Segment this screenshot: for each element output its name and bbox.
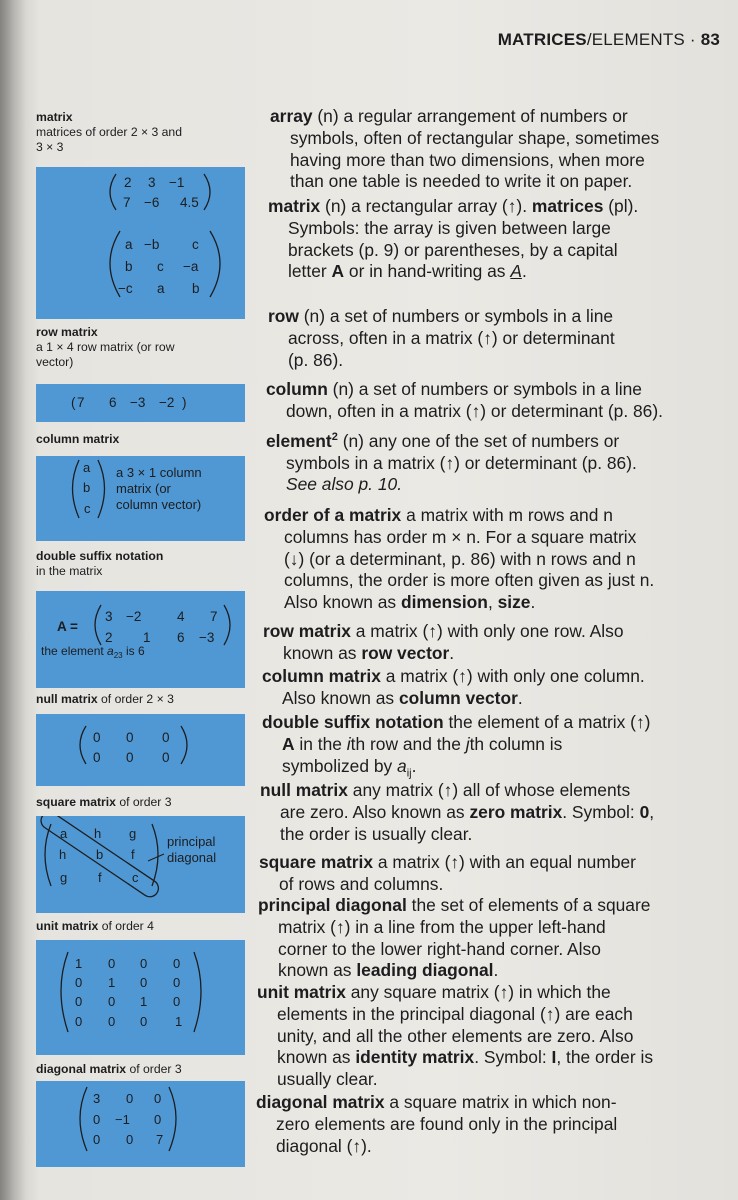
headword: null matrix [260,780,348,800]
unit-cell: 0 [108,956,116,971]
entry-line: columns, the order is more often given as just n. [284,570,655,591]
sq-cell: g [129,826,137,841]
ds-cell: 1 [143,630,151,645]
entry-double-suffix-notation [262,712,650,785]
entry-line: of rows and columns. [279,873,444,894]
col-note: matrix (or [116,481,171,496]
sq-cell: f [98,870,102,885]
entry-text: , [487,592,498,613]
running-head [498,30,720,50]
page-number: 83 [700,30,720,49]
bold-term: A [282,733,295,754]
entry-unit-matrix [257,982,653,1091]
svg-text:(: ( [71,395,76,410]
entry-text: in the [294,733,347,754]
unit-cell: 0 [75,994,83,1009]
col-cell: b [83,480,91,495]
diag-cell: 0 [154,1112,162,1127]
entry-text: i [346,733,351,754]
headword: row [268,306,299,326]
book-gutter [0,0,26,1200]
running-head-section: MATRICES [497,30,587,49]
entry-text: letter [288,261,332,282]
entry-line: (n) a set of numbers or symbols in a line [298,306,614,326]
caption-desc: of order 3 [126,1062,182,1076]
entry-line: (n) a regular arrangement of numbers or [312,106,628,126]
caption-double-suffix [36,549,163,579]
running-head-sub: /ELEMENTS [586,30,685,49]
col-cell: a [83,460,91,475]
headword: row matrix [263,621,351,641]
m2-cell: −b [144,237,160,252]
subscript: ij [406,767,412,780]
headword: array [270,106,313,126]
unit-cell: 0 [75,975,83,990]
entry-line: (p. 86). [288,349,344,370]
caption-term: column matrix [36,432,120,446]
caption-diagonal-matrix [36,1062,182,1077]
entry-text: . [411,755,417,776]
bold-term: I [551,1047,557,1068]
headword: unit matrix [257,982,346,1002]
entry-line: Symbols: the array is given between large [288,217,611,238]
entry-line: a square matrix in which non- [384,1092,617,1112]
entry-line: a matrix (↑) with only one row. Also [350,621,624,641]
ds-note: the element $a_{23}$ is 6 [41,644,145,660]
handwritten-a: A [510,261,522,282]
entry-line: down, often in a matrix (↑) or determinant (p. 86). [286,400,663,421]
entry-text: Also known as [282,687,399,708]
diag-cell: 0 [126,1091,134,1106]
entry-line: any square matrix (↑) in which the [345,982,611,1002]
matrix-label: A = [57,619,78,634]
unit-matrix-panel [36,940,245,1055]
sq-cell: c [132,870,139,885]
entry-text: symbolized by [282,755,398,776]
headword: square matrix [259,852,374,872]
m1-cell: 7 [123,195,131,210]
row-cell: 7 [77,395,85,410]
headword: element [266,430,332,451]
bold-term: row vector [361,642,450,663]
sq-cell: f [131,847,135,862]
entry-text: Also known as [284,592,401,613]
entry-line: the element of a matrix (↑) [443,712,651,732]
running-head-dot: · [684,30,701,49]
entry-square-matrix [259,852,636,896]
diag-cell: 0 [126,1132,134,1147]
entry-diagonal-matrix [256,1092,617,1157]
caption-term: double suffix notation [36,549,164,563]
headword: double suffix notation [262,712,444,732]
bold-term: matrices [531,196,604,216]
row-cell: 6 [109,395,117,410]
caption-desc: a 1 × 4 row matrix (or row [36,340,175,354]
entry-text: . [530,592,536,613]
entry-line: symbols, often of rectangular shape, sometimes [290,127,660,148]
col-cell: c [84,501,91,516]
null-matrix-illustration [36,714,245,786]
bold-term: 0 [639,801,650,822]
double-suffix-illustration [36,591,245,688]
caption-row-matrix [36,325,175,370]
caption-term: unit matrix [36,919,99,933]
entry-line: elements in the principal diagonal (↑) are each [277,1003,633,1024]
entry-row-matrix [263,621,624,665]
entry-text: known as [277,1047,356,1068]
diag-cell: 0 [154,1091,162,1106]
entry-text: known as [278,960,357,981]
diag-cell: 7 [156,1132,164,1147]
diagonal-matrix-illustration [36,1081,245,1167]
entry-text: known as [283,642,362,663]
ds-cell: 3 [105,609,113,624]
null-cell: 0 [162,730,170,745]
ds-cell: 4 [177,609,185,624]
caption-term: matrix [36,110,73,124]
null-cell: 0 [126,750,134,765]
m1-cell: −6 [144,195,160,210]
caption-square-matrix [36,795,172,810]
entry-text: . Symbol: [474,1047,552,1068]
entry-text: a [397,755,407,776]
entry-line: corner to the lower right-hand corner. Also [278,938,601,959]
sq-cell: h [94,826,102,841]
headword: column matrix [262,666,381,686]
square-matrix-panel [36,816,245,913]
entry-column [266,379,663,423]
caption-desc: matrices of order 2 × 3 and [36,125,182,139]
unit-cell: 0 [75,1014,83,1029]
sq-cell: b [96,847,104,862]
caption-desc: of order 2 × 3 [97,692,174,706]
entry-text: . [521,261,527,282]
unit-cell: 0 [173,975,181,990]
m2-cell: a [125,237,133,252]
m2-cell: −a [183,259,199,274]
unit-cell: 1 [175,1014,183,1029]
m1-cell: 4.5 [180,195,199,210]
bold-term: zero matrix [469,801,563,822]
entry-text: , [649,801,655,822]
unit-cell: 0 [140,956,148,971]
matrix-illustration [36,167,245,319]
bold-term: dimension [400,592,488,613]
headword: column [266,379,328,399]
entry-line: matrix (↑) in a line from the upper left-hand [278,916,606,937]
caption-unit-matrix [36,919,154,934]
entry-line: brackets (p. 9) or parentheses, by a capital [288,239,618,260]
caption-desc: of order 4 [98,919,154,933]
null-cell: 0 [126,730,134,745]
entry-order-of-a-matrix [264,505,654,614]
diag-cell: −1 [115,1112,130,1127]
unit-cell: 0 [108,994,116,1009]
entry-null-matrix [260,780,654,845]
entry-line: unity, and all the other elements are zero. Also [277,1025,634,1046]
entry-line: See also p. 10. [286,474,403,495]
diag-cell: 0 [93,1112,101,1127]
entry-text: j [465,733,470,754]
entry-line: symbols in a matrix (↑) or determinant (p. 86). [286,452,637,473]
entry-line: a matrix with m rows and n [401,505,613,525]
entry-text: . [449,642,455,663]
double-suffix-panel [36,591,245,688]
caption-column-matrix [36,432,119,447]
entry-line: having more than two dimensions, when more [290,149,645,170]
unit-cell: 1 [108,975,116,990]
m1-cell: 2 [124,175,132,190]
entry-line: (↓) (or a determinant, p. 86) with n rows and n [284,548,636,569]
caption-null-matrix [36,692,174,707]
entry-line: (n) a set of numbers or symbols in a line [327,379,642,399]
caption-desc: 3 × 3 [36,140,64,154]
m2-cell: c [157,259,164,274]
entry-line: the set of elements of a square [406,895,651,915]
caption-matrix [36,110,182,155]
headword: principal diagonal [258,895,407,915]
matrix-panel [36,167,245,319]
m2-cell: −c [118,281,133,296]
entry-text: or in hand-writing as [344,261,511,282]
unit-cell: 1 [140,994,148,1009]
ds-cell: 7 [210,609,218,624]
unit-cell: 0 [173,994,181,1009]
entry-line: than one table is needed to write it on paper. [290,171,633,192]
entry-line: any matrix (↑) all of whose elements [347,780,631,800]
ds-cell: −2 [126,609,142,624]
entry-text: (pl). [603,196,639,216]
bold-term: identity matrix [355,1047,475,1068]
headword: matrix [268,196,321,216]
diag-cell: 0 [93,1132,101,1147]
entry-text: th column is [469,733,563,754]
entry-text: (n) a rectangular array (↑). [320,196,532,216]
col-note: column vector) [116,497,202,512]
headword: order of a matrix [264,505,402,525]
null-cell: 0 [162,750,170,765]
entry-column-matrix [262,666,645,710]
caption-desc: of order 3 [115,795,172,809]
bold-term: column vector [398,687,518,708]
unit-cell: 0 [173,956,181,971]
ds-cell: 2 [105,630,113,645]
entry-line: (n) any one of the set of numbers or [337,430,620,451]
unit-matrix-illustration [36,940,245,1055]
headword: diagonal matrix [256,1092,385,1112]
null-matrix-panel [36,714,245,786]
entry-text: . Symbol: [562,801,640,822]
unit-cell: 0 [140,1014,148,1029]
col-note: a 3 × 1 column [116,465,202,480]
row-matrix-illustration [36,384,245,422]
entry-matrix [268,196,638,283]
entry-line: zero elements are found only in the principal [276,1113,618,1134]
row-cell: −2 [159,395,175,410]
entry-row [268,306,615,371]
entry-line: diagonal (↑). [276,1135,372,1156]
bold-term: leading diagonal [356,960,494,981]
sq-label: diagonal [167,850,217,865]
unit-cell: 1 [75,956,83,971]
diag-cell: 3 [93,1091,101,1106]
column-matrix-panel [36,456,245,541]
sq-cell: a [60,826,68,841]
caption-term: row matrix [36,325,98,339]
entry-principal-diagonal [258,895,650,982]
entry-line: a matrix (↑) with only one column. [380,666,645,686]
sq-cell: h [59,847,67,862]
ds-cell: 6 [177,630,185,645]
superscript: 2 [331,431,338,443]
sq-label: principal [167,834,216,849]
bold-term: A [331,261,345,282]
m2-cell: b [125,259,133,274]
null-cell: 0 [93,750,101,765]
sq-cell: g [60,870,68,885]
ds-cell: −3 [199,630,215,645]
caption-term: square matrix [36,795,116,809]
unit-cell: 0 [108,1014,116,1029]
entry-line: usually clear. [277,1069,378,1090]
diagonal-matrix-panel [36,1081,245,1167]
m2-cell: b [192,281,200,296]
entry-line: a matrix (↑) with an equal number [373,852,636,872]
svg-text:): ) [182,395,187,410]
entry-text: , the order is [556,1047,654,1068]
unit-cell: 0 [140,975,148,990]
entry-line: columns has order m × n. For a square matrix [284,526,637,547]
entry-line: across, often in a matrix (↑) or determinant [288,327,615,348]
m2-cell: a [157,281,165,296]
row-matrix-panel [36,384,245,422]
null-cell: 0 [93,730,101,745]
caption-desc: vector) [36,355,74,369]
caption-term: null matrix [36,692,98,706]
entry-text: . [493,960,499,981]
entry-text: are zero. Also known as [280,801,470,822]
bold-term: size [497,592,531,613]
column-matrix-illustration [36,456,245,541]
entry-text: th row and the [350,733,466,754]
entry-element [266,427,637,496]
row-cell: −3 [130,395,146,410]
m1-cell: −1 [169,175,185,190]
m1-cell: 3 [148,175,156,190]
entry-array [270,106,659,193]
square-matrix-illustration [36,816,245,913]
caption-desc: in the matrix [36,564,103,578]
entry-text: . [517,687,523,708]
entry-line: the order is usually clear. [280,823,473,844]
caption-term: diagonal matrix [36,1062,127,1076]
m2-cell: c [192,237,199,252]
